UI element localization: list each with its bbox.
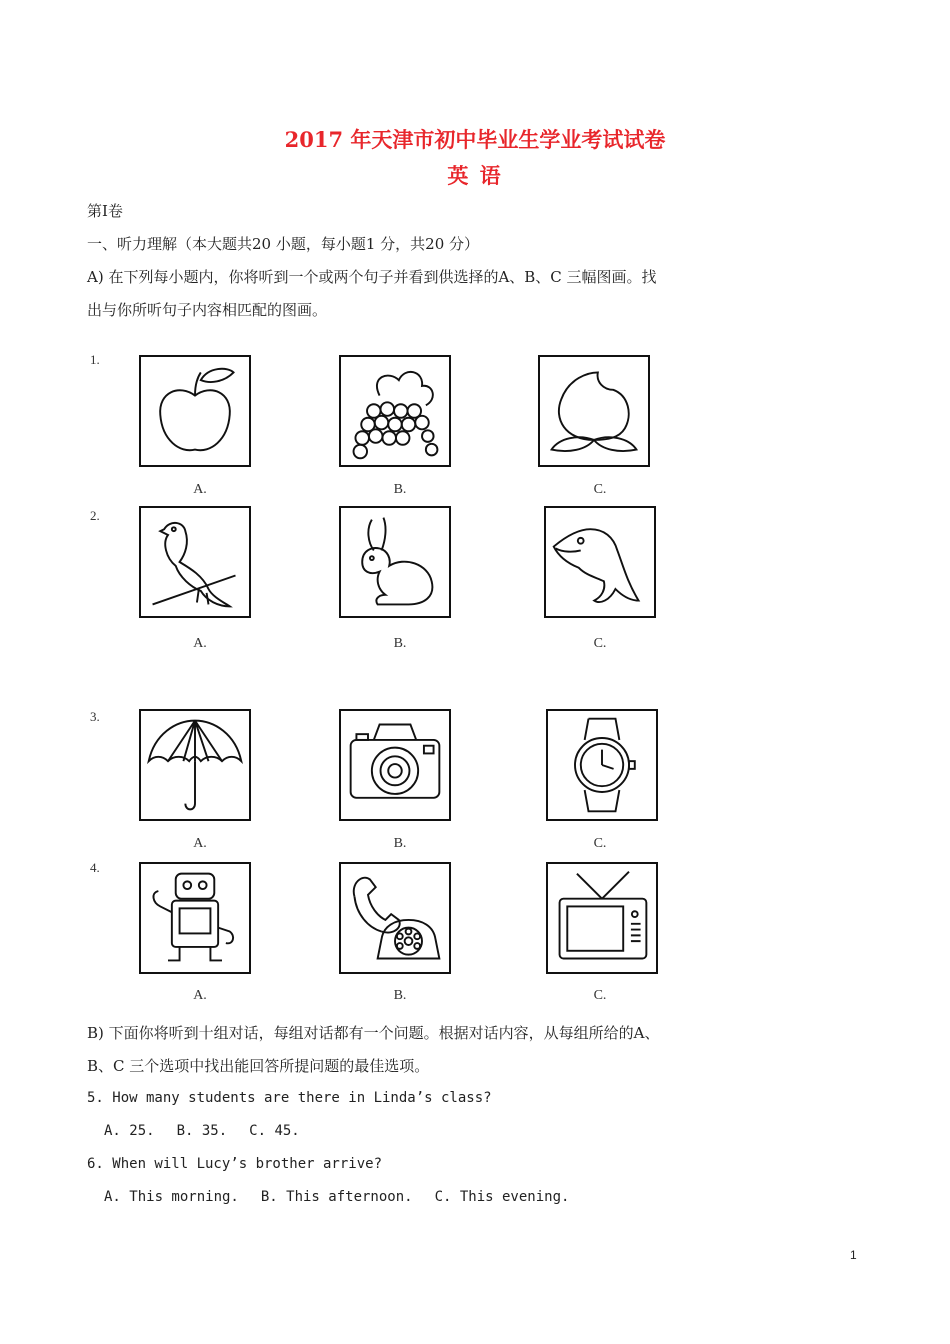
instruction-b-line1: B) 下面你将听到十组对话，每组对话都有一个问题。根据对话内容，从每组所给的A、 (87, 1024, 660, 1042)
question-6-options (104, 1189, 591, 1205)
question-number: 4. (90, 860, 100, 875)
option-a-robot (139, 862, 251, 974)
option-b-rabbit (339, 506, 451, 618)
option-label: C. (593, 482, 607, 497)
volume-label: 第Ⅰ卷 (87, 202, 123, 220)
robot-icon (141, 864, 249, 972)
dolphin-icon (546, 508, 654, 616)
option-b: B. This afternoon. (260, 1189, 413, 1205)
rabbit-icon (341, 508, 449, 616)
option-label: B. (393, 836, 407, 851)
option-c: C. This evening. (434, 1189, 570, 1205)
option-label: B. (393, 482, 407, 497)
question-5: 5. How many students are there in Linda’s class? (87, 1090, 492, 1106)
option-b: B. 35. (176, 1123, 228, 1139)
option-a-apple (139, 355, 251, 467)
peach-icon (540, 357, 648, 465)
option-label: A. (193, 836, 207, 851)
option-label: C. (593, 836, 607, 851)
instruction-a-line1: A) 在下列每小题内，你将听到一个或两个句子并看到供选择的A、B、C 三幅图画。找 (87, 268, 657, 286)
question-number: 2. (90, 508, 100, 523)
subject-title: 英 语 (447, 163, 503, 188)
option-b-telephone (339, 862, 451, 974)
telephone-icon (341, 864, 449, 972)
option-c-television (546, 862, 658, 974)
option-label: C. (593, 636, 607, 651)
apple-icon (141, 357, 249, 465)
exam-title: 2017 年天津市初中毕业生学业考试试卷 (284, 127, 666, 152)
option-label: A. (193, 636, 207, 651)
instruction-b-line2: B、C 三个选项中找出能回答所提问题的最佳选项。 (87, 1057, 430, 1075)
camera-icon (341, 711, 449, 819)
option-a: A. This morning. (104, 1189, 239, 1205)
question-number: 1. (90, 352, 100, 367)
instruction-a-line2: 出与你所听句子内容相匹配的图画。 (87, 301, 328, 319)
option-b-grapes (339, 355, 451, 467)
option-a-umbrella (139, 709, 251, 821)
option-a-bird (139, 506, 251, 618)
umbrella-icon (141, 711, 249, 819)
option-label: A. (193, 988, 207, 1003)
option-a: A. 25. (104, 1123, 155, 1139)
option-c: C. 45. (249, 1123, 300, 1139)
option-label: B. (393, 636, 407, 651)
option-c-watch (546, 709, 658, 821)
question-5-options (104, 1123, 322, 1139)
option-label: B. (393, 988, 407, 1003)
question-number: 3. (90, 709, 100, 724)
page-number: 1 (850, 1248, 857, 1262)
option-label: C. (593, 988, 607, 1003)
option-c-dolphin (544, 506, 656, 618)
part-one-heading: 一、听力理解（本大题共20 小题，每小题1 分，共20 分） (87, 235, 480, 253)
bird-icon (141, 508, 249, 616)
watch-icon (548, 711, 656, 819)
option-label: A. (193, 482, 207, 497)
grapes-icon (341, 357, 449, 465)
option-c-peach (538, 355, 650, 467)
question-6: 6. When will Lucy’s brother arrive? (87, 1156, 383, 1172)
television-icon (548, 864, 656, 972)
option-b-camera (339, 709, 451, 821)
